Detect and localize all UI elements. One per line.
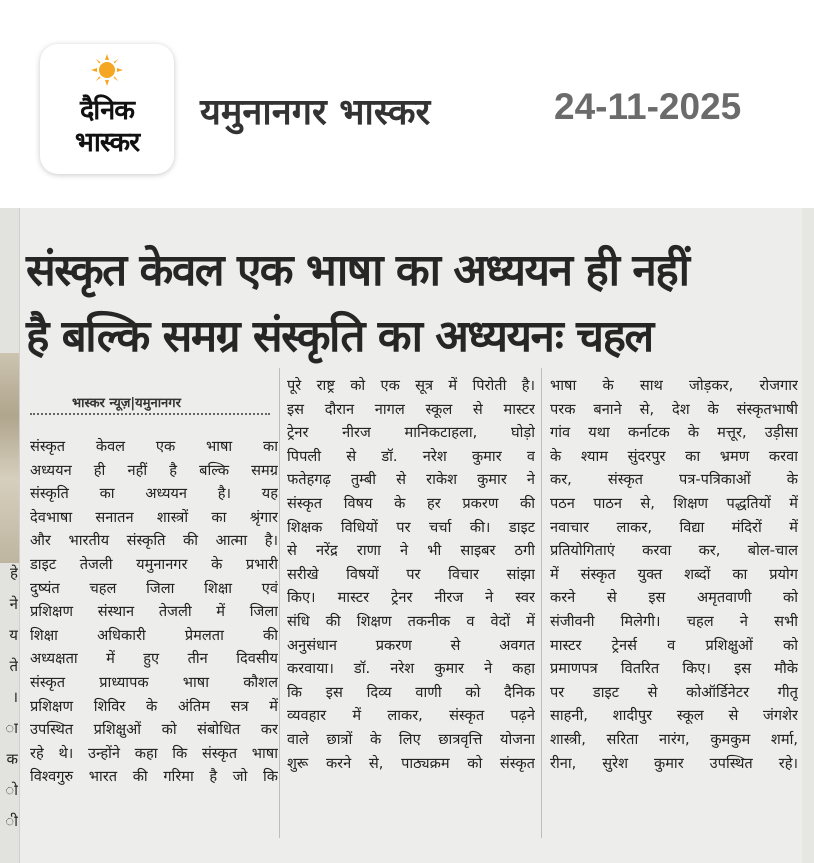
article-text-line: प्रशिक्षण शिविर के अंतिम सत्र में [30, 697, 278, 715]
article-text-line: शुरू करने से, पाठ्यक्रम को संस्कृत [287, 754, 535, 772]
article-text-line: संस्कृत प्राध्यापक भाषा कौशल [30, 673, 278, 691]
article-text-line: मास्टर ट्रेनर्स व प्रशिक्षुओं को [550, 636, 798, 654]
article-text-line: इस दौरान नागल स्कूल से मास्टर [287, 400, 535, 418]
adjacent-text-fragment: य [9, 626, 18, 644]
article-text-line: संधि की शिक्षण तकनीक व वेदों में [287, 612, 535, 630]
article-text-line: शिक्षक विधियों पर चर्चा की। डाइट [287, 518, 535, 536]
article-text-line: रीना, सुरेश कुमार उपस्थित रहे। [550, 754, 798, 772]
adjacent-text-fragment: ी [5, 812, 18, 830]
article-text-line: गांव यथा कर्नाटक के मत्तूर, उड़ीसा [550, 424, 798, 442]
right-edge-strip [802, 208, 814, 863]
article-text-line: फतेहगढ़ तुम्बी से राकेश कुमार ने [287, 471, 535, 489]
adjacent-text-fragment: । [12, 688, 18, 706]
article-text-line: में संस्कृत युक्त शब्दों का प्रयोग [550, 565, 798, 583]
article-text-line: शास्त्री, सरिता नारंग, कुमकुम शर्मा, [550, 730, 798, 748]
headline-line-2: है बल्कि समग्र संस्कृति का अध्ययनः चहल [26, 311, 653, 362]
article-text-line: देवभाषा सनातन शास्त्रों का श्रृंगार [30, 508, 278, 526]
article-text-line: पूरे राष्ट्र को एक सूत्र में पिरोती है। [287, 377, 535, 394]
byline-divider [30, 413, 270, 415]
article-text-line: प्रमाणपत्र वितरित किए। इस मौके [550, 660, 798, 678]
adjacent-text-fragment: ते [9, 657, 18, 675]
article-text-line: वाले छात्रों के लिए छात्रवृत्ति योजना [287, 730, 535, 748]
article-text-line: संस्कृत केवल एक भाषा का [30, 438, 278, 455]
article-text-line: सरीखे विषयों पर विचार सांझा [287, 565, 535, 583]
newspaper-clipping [0, 208, 814, 863]
article-text-line: संजीवनी मिलेगी। चहल ने सभी [550, 612, 798, 630]
article-text-line: अध्यक्षता में हुए तीन दिवसीय [30, 650, 278, 668]
article-text-line: डाइट तेजली यमुनानगर के प्रभारी [30, 555, 278, 573]
article-text-line: संस्कृत विषय के हर प्रकरण की [287, 494, 535, 512]
article-text-line: रहे थे। उन्होंने कहा कि संस्कृत भाषा [30, 744, 278, 762]
article-text-line: प्रशिक्षण संस्थान तेजली में जिला [30, 603, 278, 621]
article-text-line: प्रतियोगिताएं करवा कर, बोल-चाल [550, 542, 798, 560]
article-text-line: शिक्षा अधिकारी प्रेमलता की [30, 626, 278, 644]
adjacent-text-fragment: ने [9, 595, 18, 613]
article-text-line: उपस्थित प्रशिक्षुओं को संबोधित कर [30, 721, 278, 739]
article-text-line: किए। मास्टर ट्रेनर नीरज ने स्वर [287, 589, 535, 607]
article-headline [26, 238, 786, 370]
headline-line-1: संस्कृत केवल एक भाषा का अध्ययन ही नहीं [26, 245, 689, 296]
article-byline: भास्कर न्यूज़|यमुनानगर [72, 396, 181, 411]
article-text-line: पर डाइट से कोऑर्डिनेटर गीतू [550, 683, 798, 701]
article-text-line: करने से इस अमृतवाणी को [550, 589, 798, 607]
article-text-line: व्यवहार में लाकर, संस्कृत पढ़ने [287, 707, 535, 725]
adjacent-text-fragment: हे [10, 564, 18, 582]
article-text-line: से नरेंद्र राणा ने भी साइबर ठगी [287, 542, 535, 560]
article-text-line: परक बनाने से, देश के संस्कृतभाषी [550, 400, 798, 418]
article-text-line: ट्रेनर नीरज मानिकटाहला, घोड़ो [287, 424, 535, 442]
article-text-line: अध्ययन ही नहीं है बल्कि समग्र [30, 461, 278, 479]
column-divider [279, 368, 280, 838]
adjacent-text-fragment: ा [5, 719, 18, 737]
adjacent-text-fragment: ो [5, 781, 18, 799]
article-text-line: कि इस दिव्य वाणी को दैनिक [287, 683, 535, 701]
adjacent-article-strip [0, 208, 20, 863]
article-text-line: कर, संस्कृत पत्र-पत्रिकाओं के [550, 471, 798, 489]
article-text-line: साहनी, शादीपुर स्कूल से जंगशेर [550, 707, 798, 725]
article-text-line: करवाया। डॉ. नरेश कुमार ने कहा [287, 660, 535, 678]
article-text-line: के श्याम सुंदरपुर का भ्रमण करवा [550, 447, 798, 465]
article-column-2 [287, 374, 535, 775]
article-text-line: संस्कृति का अध्ययन है। यह [30, 485, 278, 503]
article-text-line: अनुसंधान प्रकरण से अवगत [287, 636, 535, 654]
dainik-bhaskar-logo [40, 44, 174, 174]
article-text-line: और भारतीय संस्कृति की आत्मा है। [30, 532, 278, 550]
adjacent-text-fragment: क [6, 750, 18, 768]
article-text-line: भाषा के साथ जोड़कर, रोजगार [550, 377, 798, 394]
logo-text-dainik: दैनिक [79, 95, 135, 126]
edition-date: 24-11-2025 [554, 86, 742, 127]
article-text-line: पठन पाठन से, शिक्षण पद्धतियों में [550, 494, 798, 512]
column-divider [541, 368, 542, 838]
page-header [0, 0, 814, 205]
article-text-line: विश्वगुरु भारत की गरिमा है जो कि [30, 768, 278, 786]
article-text-line: दुष्यंत चहल जिला शिक्षा एवं [30, 579, 278, 597]
edition-title: यमुनानगर भास्कर [200, 92, 431, 133]
sun-icon [91, 54, 123, 86]
adjacent-photo-fragment [0, 353, 20, 563]
article-column-3 [550, 374, 798, 775]
logo-text-bhaskar: भास्कर [74, 127, 140, 158]
article-text-line: पिपली से डॉ. नरेश कुमार व [287, 447, 535, 465]
article-text-line: नवाचार लाकर, विद्या मंदिरों में [550, 518, 798, 536]
article-column-1 [30, 435, 278, 789]
